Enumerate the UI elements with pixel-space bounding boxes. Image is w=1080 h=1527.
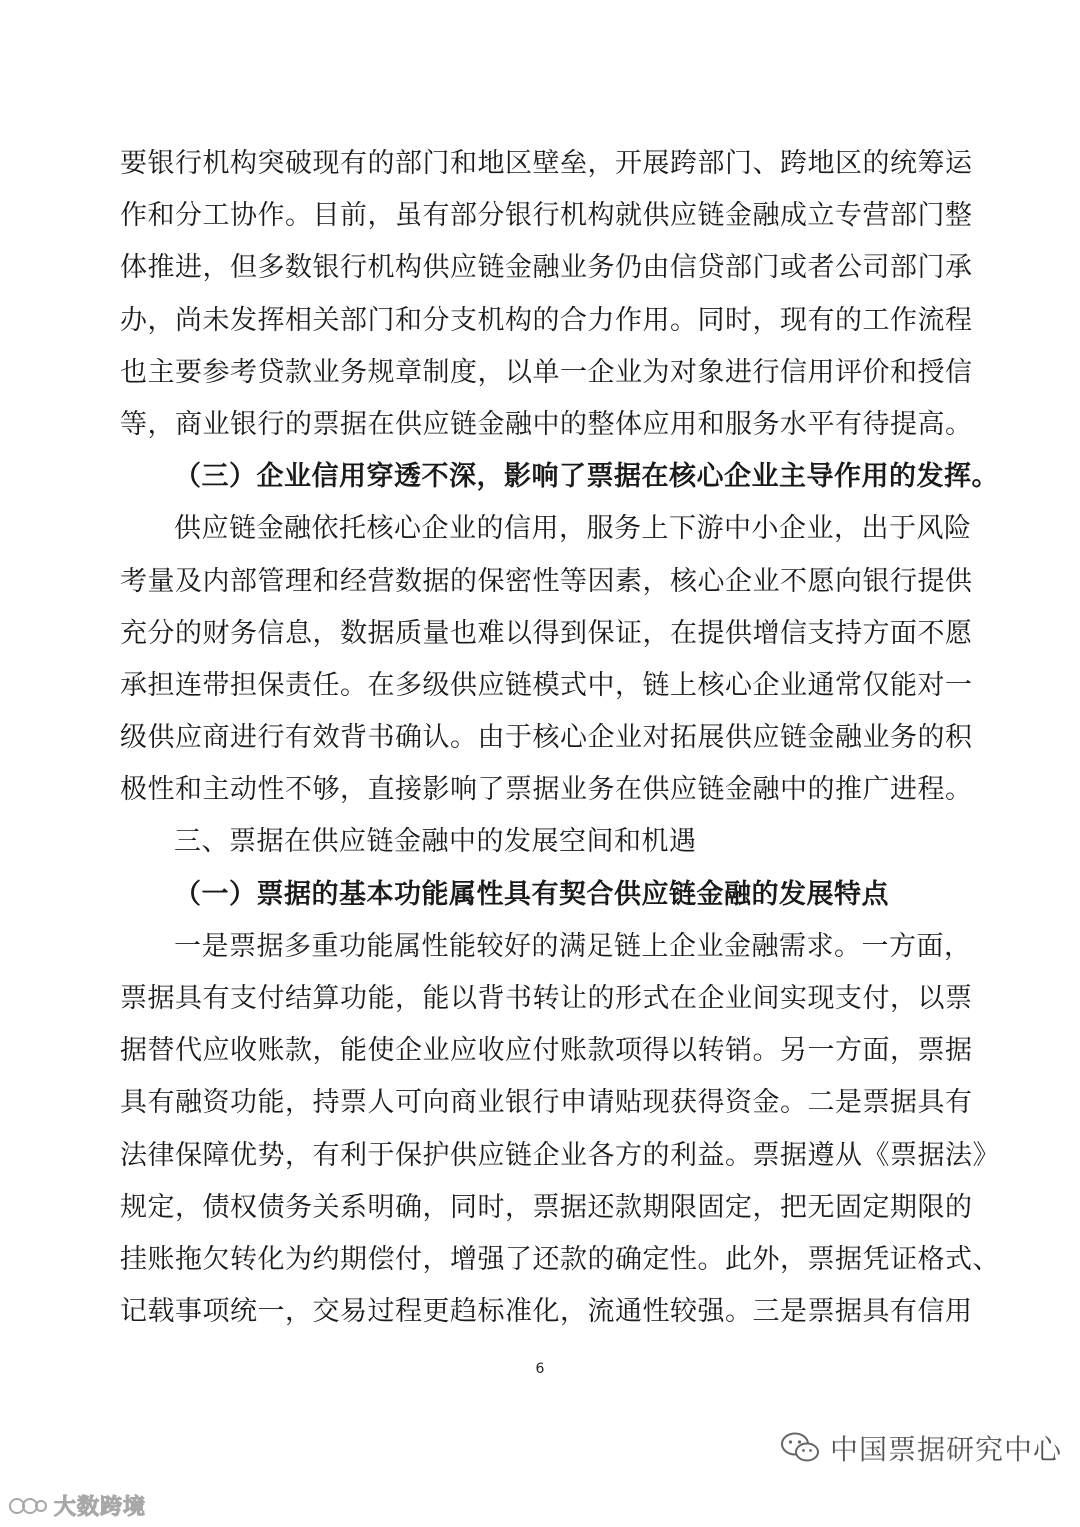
wechat-icon [780, 1431, 820, 1465]
paragraph-line: 据替代应收账款，能使企业应收应付账款项得以转销。另一方面，票据 [120, 1035, 973, 1067]
paragraph-line: 要银行机构突破现有的部门和地区壁垒，开展跨部门、跨地区的统筹运 [120, 148, 973, 179]
paragraph-line: 考量及内部管理和经营数据的保密性等因素，核心企业不愿向银行提供 [120, 565, 973, 597]
paragraph-line: 级供应商进行有效背书确认。由于核心企业对拓展供应链金融业务的积 [120, 722, 973, 754]
paragraph-line: 记载事项统一，交易过程更趋标准化，流通性较强。三是票据具有信用 [120, 1296, 973, 1328]
watermark-right-text: 中国票据研究中心 [829, 1433, 1062, 1466]
page-number: 6 [535, 1361, 545, 1377]
chapter-heading: 三、票据在供应链金融中的发展空间和机遇 [174, 826, 697, 858]
watermark-left-text: 大数跨境 [54, 1495, 147, 1520]
paragraph-line: 充分的财务信息，数据质量也难以得到保证，在提供增信支持方面不愿 [120, 617, 973, 649]
paragraph-line: 等，商业银行的票据在供应链金融中的整体应用和服务水平有待提高。 [120, 408, 973, 440]
watermark-brand [8, 1490, 146, 1521]
section-heading-3: （三）企业信用穿透不深，影响了票据在核心企业主导作用的发挥。 [174, 461, 999, 493]
paragraph-line: 规定，债权债务关系明确，同时，票据还款期限固定，把无固定期限的 [120, 1191, 973, 1223]
paragraph-line: 具有融资功能，持票人可向商业银行申请贴现获得资金。二是票据具有 [120, 1087, 973, 1119]
paragraph-line: 挂账拖欠转化为约期偿付，增强了还款的确定性。此外，票据凭证格式、 [120, 1243, 1000, 1275]
paragraph-line: 也主要参考贷款业务规章制度，以单一企业为对象进行信用评价和授信 [120, 356, 973, 388]
page-body [120, 138, 1000, 1338]
brand-logo-icon [8, 1493, 48, 1519]
paragraph-line: 体推进，但多数银行机构供应链金融业务仍由信贷部门或者公司部门承 [120, 252, 973, 284]
paragraph-line: 一是票据多重功能属性能较好的满足链上企业金融需求。一方面， [174, 930, 972, 962]
paragraph-line: 极性和主动性不够，直接影响了票据业务在供应链金融中的推广进程。 [120, 774, 973, 806]
paragraph-line: 法律保障优势，有利于保护供应链企业各方的利益。票据遵从《票据法》 [120, 1139, 1000, 1171]
paragraph-line: 作和分工协作。目前，虽有部分银行机构就供应链金融成立专营部门整 [120, 200, 973, 232]
watermark-source [780, 1428, 1062, 1468]
paragraph-line: 票据具有支付结算功能，能以背书转让的形式在企业间实现支付，以票 [120, 983, 973, 1014]
paragraph-line: 办，尚未发挥相关部门和分支机构的合力作用。同时，现有的工作流程 [120, 304, 973, 336]
paragraph-line: 供应链金融依托核心企业的信用，服务上下游中小企业，出于风险 [174, 513, 972, 545]
section-heading-1: （一）票据的基本功能属性具有契合供应链金融的发展特点 [174, 878, 889, 910]
paragraph-line: 承担连带担保责任。在多级供应链模式中，链上核心企业通常仅能对一 [120, 669, 973, 701]
